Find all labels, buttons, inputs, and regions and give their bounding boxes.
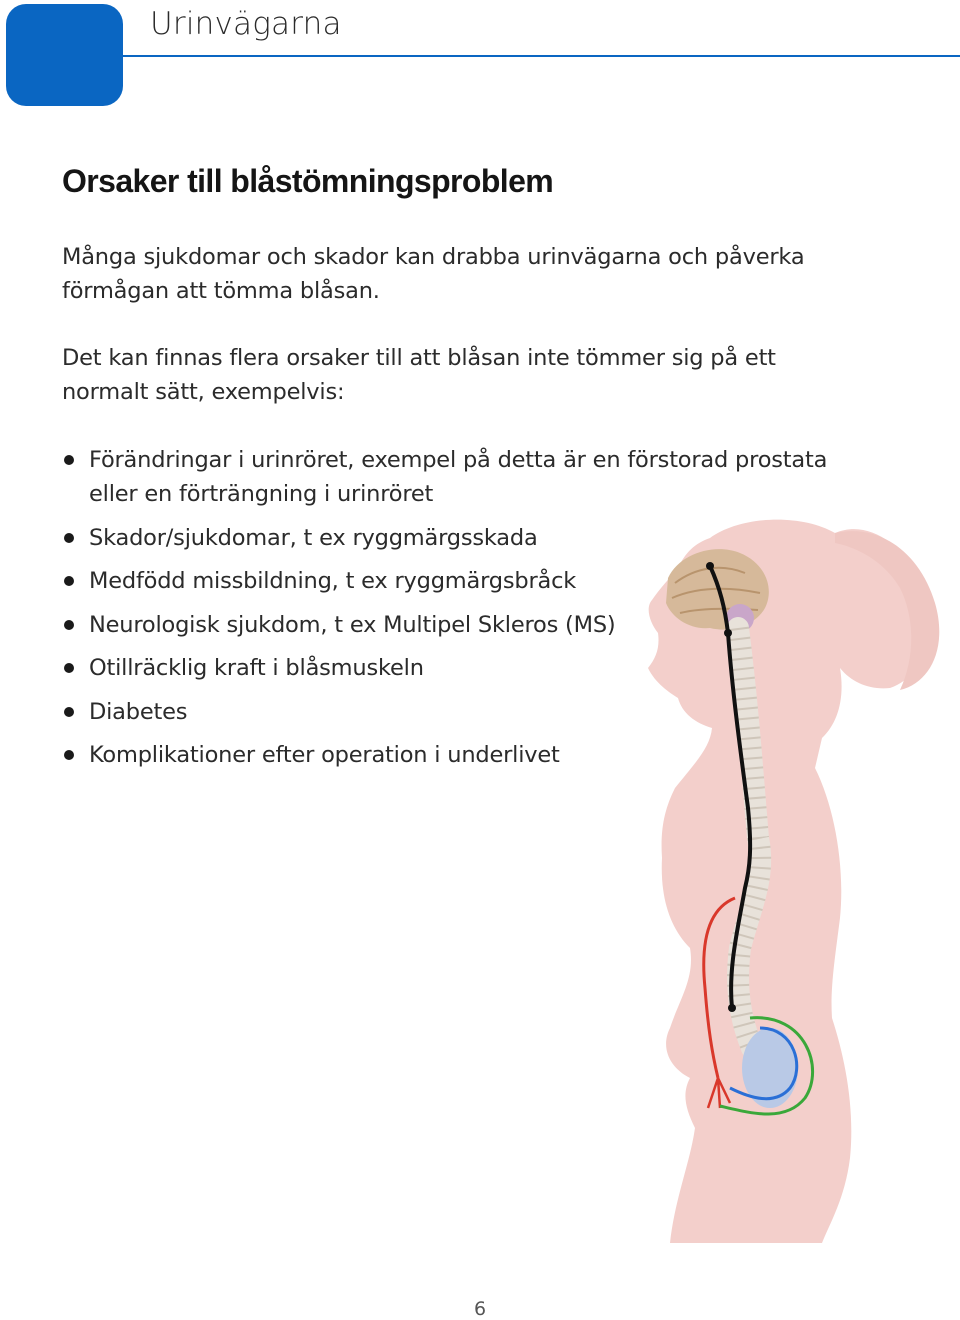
bullet-icon xyxy=(64,455,74,465)
page-title: Orsaker till blåstömningsproblem xyxy=(62,163,554,199)
section-tab xyxy=(6,4,123,106)
causes-paragraph: Det kan finnas flera orsaker till att blåsan inte tömmer sig på ett normalt sätt, exempelvis: xyxy=(62,345,776,405)
list-item-text: Förändringar i urinröret, exempel på detta är en förstorad prostata eller en förträngning i urinröret xyxy=(89,447,828,507)
bullet-icon xyxy=(64,750,74,760)
list-item xyxy=(62,443,842,511)
anatomy-nervous-system-illustration xyxy=(600,508,960,1248)
bullet-icon xyxy=(64,620,74,630)
bullet-icon xyxy=(64,663,74,673)
body-silhouette xyxy=(648,520,930,1243)
bullet-icon xyxy=(64,533,74,543)
page-number: 6 xyxy=(473,1298,487,1320)
list-item-text: Medfödd missbildning, t ex ryggmärgsbråck xyxy=(89,568,577,594)
list-item-text: Neurologisk sjukdom, t ex Multipel Skleros (MS) xyxy=(89,611,616,638)
bullet-icon xyxy=(64,707,74,717)
list-item-text: Otillräcklig kraft i blåsmuskeln xyxy=(89,655,424,681)
list-item-text: Diabetes xyxy=(89,698,188,725)
list-item-text: Komplikationer efter operation i underlivet xyxy=(89,742,560,768)
intro-paragraph: Många sjukdomar och skador kan drabba urinvägarna och påverka förmågan att tömma blåsan. xyxy=(62,244,805,304)
header-rule xyxy=(123,55,960,57)
bullet-icon xyxy=(64,576,74,586)
section-title: Urinvägarna xyxy=(150,6,342,42)
list-item-text: Skador/sjukdomar, t ex ryggmärgsskada xyxy=(89,524,538,551)
